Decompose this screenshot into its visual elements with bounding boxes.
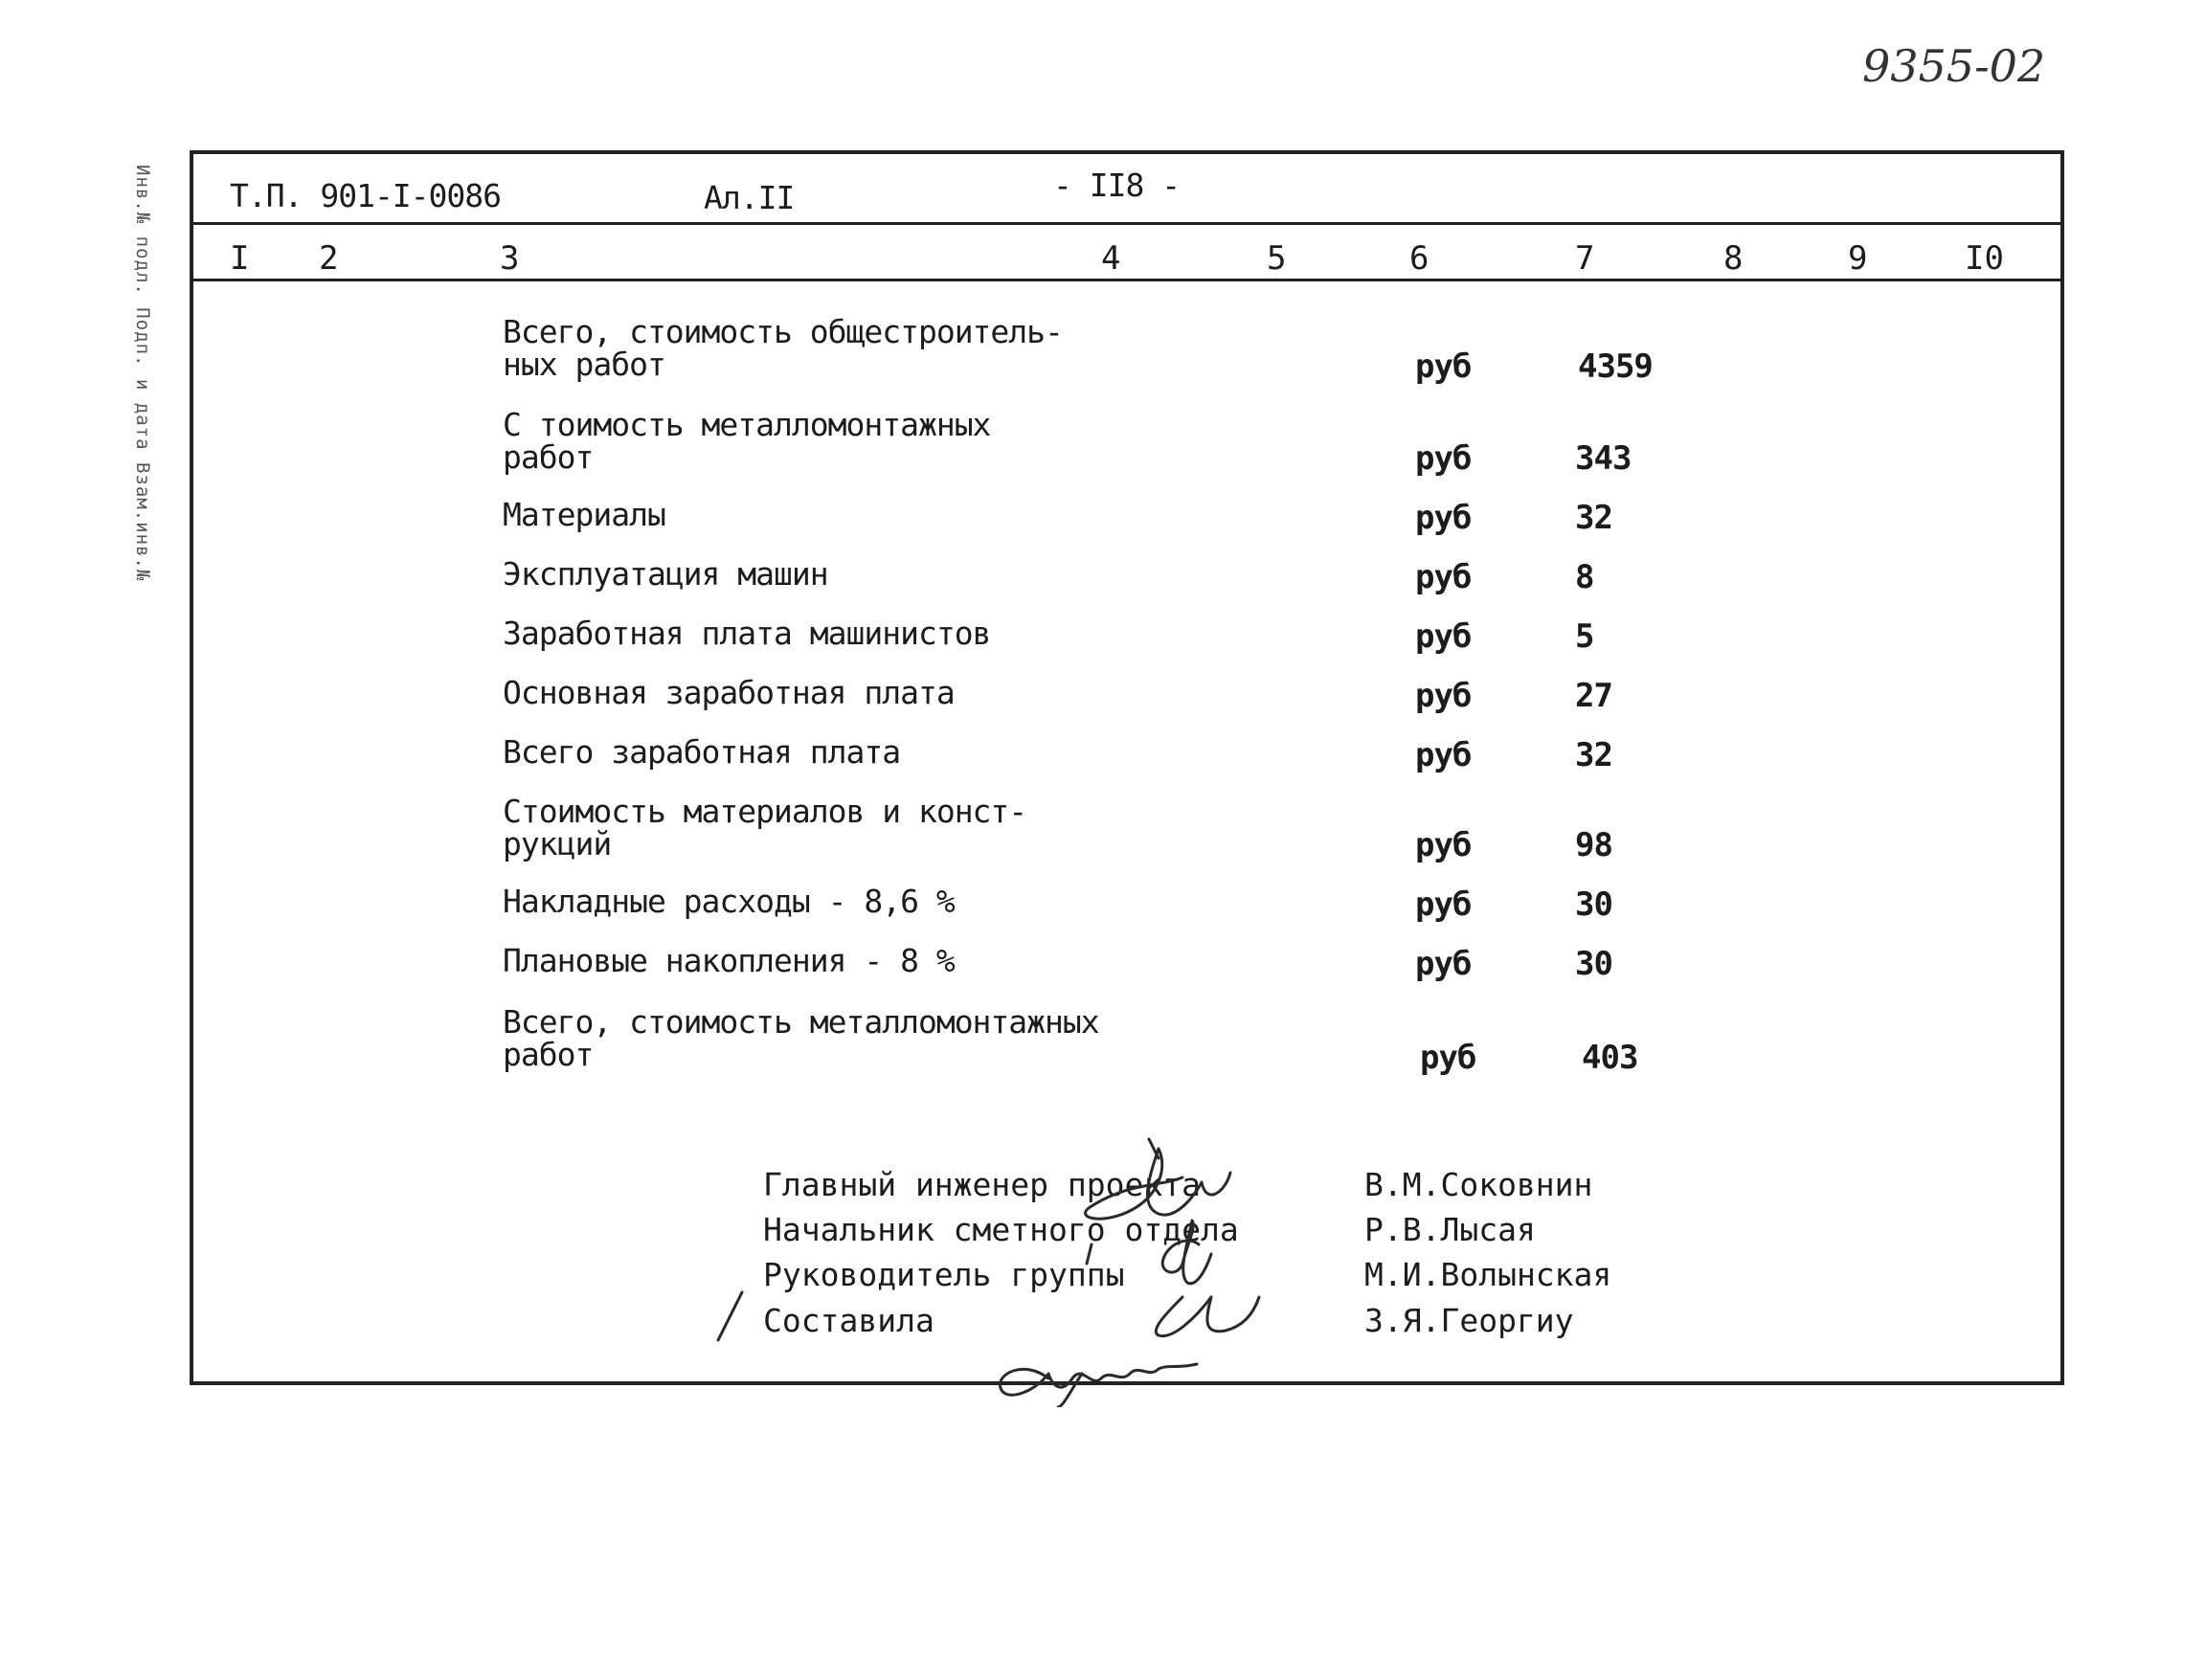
row-name: Плановые накопления - 8 %: [503, 942, 955, 979]
column-number: 3: [500, 239, 520, 278]
row-value: 8: [1575, 558, 1594, 596]
corner-handwritten-number: 9355-02: [1862, 40, 2046, 92]
row-unit: руб: [1415, 826, 1472, 864]
row-value: 30: [1575, 885, 1612, 924]
signature-person: Р.В.Лысая: [1364, 1211, 1536, 1248]
signature-role: Начальник сметного отдела: [763, 1211, 1239, 1248]
row-unit: руб: [1415, 677, 1472, 715]
row-value: 4359: [1578, 347, 1653, 386]
handwritten-signatures: [709, 1101, 1398, 1407]
album-label: Ал.II: [704, 179, 795, 216]
column-number: 8: [1723, 239, 1744, 278]
doc-code: Т.П. 901-I-0086: [230, 177, 502, 214]
column-number: 7: [1575, 239, 1595, 278]
page-number: - II8 -: [1053, 167, 1181, 204]
row-value: 98: [1575, 826, 1612, 864]
row-value: 32: [1575, 499, 1612, 537]
row-value: 343: [1575, 439, 1632, 478]
signature-role: Составила: [763, 1302, 934, 1339]
row-name: Материалы: [503, 496, 665, 533]
row-value: 30: [1575, 945, 1612, 983]
row-value: 5: [1575, 617, 1594, 656]
column-header-divider: [190, 279, 2064, 281]
column-number: I0: [1965, 239, 2004, 278]
row-unit: руб: [1415, 499, 1472, 537]
row-value: 27: [1575, 677, 1612, 715]
row-value: 403: [1582, 1039, 1638, 1077]
row-name: Стоимость материалов и конст- рукций: [503, 793, 1027, 862]
column-number: 2: [319, 239, 339, 278]
row-name: Всего, стоимость металломонтажных работ: [503, 1003, 1099, 1073]
row-name: Эксплуатация машин: [503, 555, 828, 593]
row-unit: руб: [1415, 439, 1472, 478]
signature-role: Руководитель группы: [763, 1256, 1125, 1293]
column-number: 6: [1409, 239, 1429, 278]
signature-person: З.Я.Георгиу: [1364, 1302, 1574, 1339]
column-number: 9: [1848, 239, 1868, 278]
row-unit: руб: [1415, 617, 1472, 656]
signature-person: В.М.Соковнин: [1364, 1166, 1593, 1203]
signature-role: Главный инженер проекта: [763, 1166, 1201, 1203]
row-name: Заработная плата машинистов: [503, 615, 991, 652]
row-value: 32: [1575, 736, 1612, 774]
column-number: 4: [1101, 239, 1121, 278]
signature-person: М.И.Волынская: [1364, 1256, 1612, 1293]
row-name: С тоимость металломонтажных работ: [503, 406, 991, 476]
column-number: I: [230, 239, 250, 278]
row-name: Основная заработная плата: [503, 674, 955, 711]
side-stamp: Инв.№ подл. Подп. и дата Взам.инв.№: [132, 165, 153, 582]
column-number: 5: [1267, 239, 1287, 278]
row-unit: руб: [1415, 885, 1472, 924]
row-name: Всего заработная плата: [503, 733, 901, 771]
row-unit: руб: [1415, 736, 1472, 774]
row-unit: руб: [1420, 1039, 1476, 1077]
header-divider: [190, 222, 2064, 225]
row-unit: руб: [1415, 558, 1472, 596]
row-name: Накладные расходы - 8,6 %: [503, 883, 955, 920]
row-unit: руб: [1415, 945, 1472, 983]
row-name: Всего, стоимость общестроитель- ных работ: [503, 313, 1063, 383]
row-unit: руб: [1415, 347, 1472, 386]
